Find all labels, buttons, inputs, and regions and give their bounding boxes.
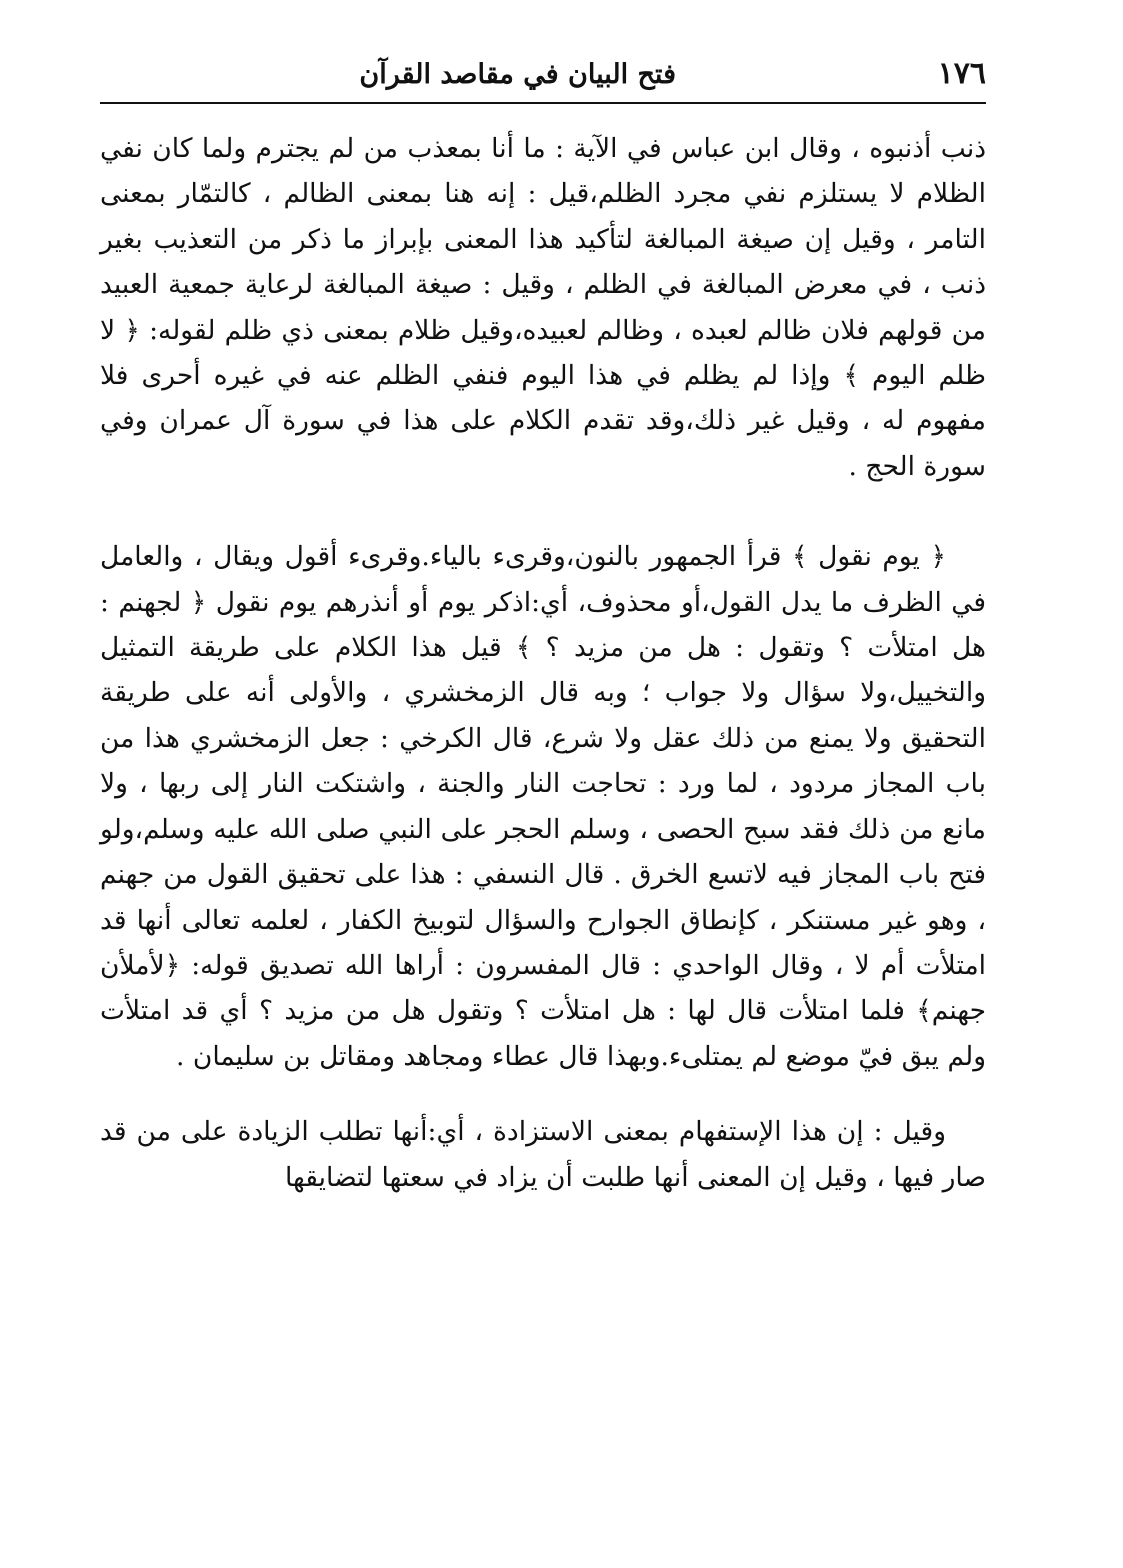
paragraph: وقيل : إن هذا الإستفهام بمعنى الاستزادة ، أي:أنها تطلب الزيادة على من قد صار فيها ، وقيل إن المعنى أنها طلبت أن يزاد في سعتها لتضايقها bbox=[100, 1116, 986, 1193]
page-header bbox=[100, 54, 986, 100]
page-number: ١٧٦ bbox=[937, 56, 986, 91]
header-divider bbox=[100, 102, 986, 104]
paragraph: ذنب أذنبوه ، وقال ابن عباس في الآية : ما أنا بمعذب من لم يجترم ولما كان نفي الظلام لا يستلزم نفي مجرد الظلم،قيل : إنه هنا بمعنى الظالم ، كالتمّار بمعنى التامر ، وقيل إن صيغة المبالغة لتأكيد هذا المعنى بإبراز ما ذكر من التعذيب بغير ذنب ، في معرض المبالغة في الظلم ، وقيل : صيغة المبالغة لرعاية جمعية العبيد من قولهم فلان ظالم لعبده ، وظالم لعبيده،وقيل ظلام بمعنى ذي ظلم لقوله: ﴿ لا ظلم اليوم ﴾ وإذا لم يظلم في هذا اليوم فنفي الظلم عنه في غيره أحرى فلا مفهوم له ، وقيل غير ذلك،وقد تقدم الكلام على هذا في سورة آل عمران وفي سورة الحج . bbox=[100, 133, 986, 482]
paragraph: ﴿ يوم نقول ﴾ قرأ الجمهور بالنون،وقرىء بالياء.وقرىء أقول ويقال ، والعامل في الظرف ما يدل القول،أو محذوف، أي:اذكر يوم أو أنذرهم يوم نقول ﴿ لجهنم : هل امتلأت ؟ وتقول : هل من مزيد ؟ ﴾ قيل هذا الكلام على طريقة التمثيل والتخييل،ولا سؤال ولا جواب ؛ وبه قال الزمخشري ، والأولى أنه على طريقة التحقيق ولا يمنع من ذلك عقل ولا شرع، قال الكرخي : جعل الزمخشري هذا من باب المجاز مردود ، لما ورد : تحاجت النار والجنة ، واشتكت النار إلى ربها ، ولا مانع من ذلك فقد سبح الحصى ، وسلم الحجر على النبي صلى الله عليه وسلم،ولو فتح باب المجاز فيه لاتسع الخرق . قال النسفي : هذا على تحقيق القول من جهنم ، وهو غير مستنكر ، كإنطاق الجوارح والسؤال لتوبيخ الكفار ، لعلمه تعالى أنها قد امتلأت أم لا ، وقال الواحدي : قال المفسرون : أراها الله تصديق قوله: ﴿لأملأن جهنم﴾ فلما امتلأت قال لها : هل امتلأت ؟ وتقول هل من مزيد ؟ أي قد امتلأت ولم يبق فيّ موضع لم يمتلىء.وبهذا قال عطاء ومجاهد ومقاتل بن سليمان . bbox=[100, 541, 986, 1072]
book-title: فتح البيان في مقاصد القرآن bbox=[359, 59, 676, 90]
page-body bbox=[100, 126, 986, 1200]
